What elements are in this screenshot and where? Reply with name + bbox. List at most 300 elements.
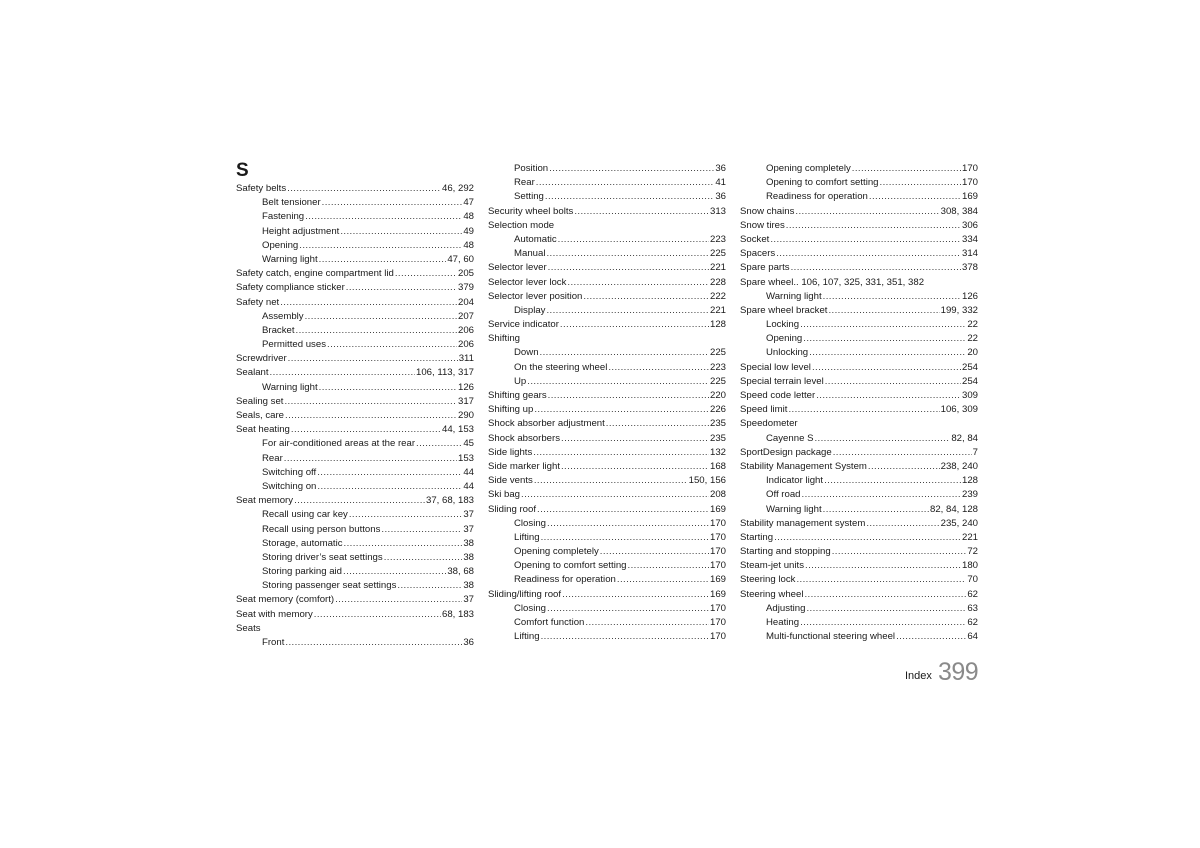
entry-term: Storing passenger seat settings bbox=[262, 580, 397, 592]
leader-dots bbox=[600, 545, 709, 559]
entry-term: Selector lever position bbox=[488, 290, 583, 302]
leader-dots bbox=[296, 324, 457, 338]
entry-term: Lifting bbox=[514, 531, 540, 543]
leader-dots bbox=[319, 381, 457, 395]
index-entry bbox=[740, 375, 978, 389]
leader-dots bbox=[541, 531, 709, 545]
entry-pages: 70 bbox=[967, 574, 978, 586]
entry-pages: 223 bbox=[709, 233, 726, 245]
index-subentry bbox=[236, 310, 474, 324]
entry-pages: 82, 84, 128 bbox=[929, 503, 978, 515]
index-subentry bbox=[236, 636, 474, 650]
entry-term: Opening to comfort setting bbox=[766, 177, 879, 189]
entry-pages: 235 bbox=[709, 418, 726, 430]
entry-term: Locking bbox=[766, 319, 800, 331]
entry-term: Storing parking aid bbox=[262, 566, 342, 578]
entry-pages: 170 bbox=[709, 546, 726, 558]
entry-term: Lifting bbox=[514, 631, 540, 643]
leader-dots bbox=[384, 551, 463, 565]
leader-dots bbox=[868, 460, 940, 474]
index-subentry bbox=[488, 375, 726, 389]
index-entry bbox=[488, 205, 726, 219]
leader-dots bbox=[574, 205, 709, 219]
entry-pages: 378 bbox=[961, 262, 978, 274]
entry-pages: 37 bbox=[463, 523, 474, 535]
leader-dots bbox=[527, 375, 709, 389]
entry-term: Unlocking bbox=[766, 347, 809, 359]
index-entry bbox=[236, 182, 474, 196]
index-subentry bbox=[740, 432, 978, 446]
index-entry bbox=[488, 503, 726, 517]
entry-term: Sealing set bbox=[236, 395, 284, 407]
index-subentry bbox=[488, 233, 726, 247]
entry-term: Warning light bbox=[262, 253, 318, 265]
entry-pages: 226 bbox=[709, 404, 726, 416]
entry-term: Selector lever bbox=[488, 262, 547, 274]
entry-pages: 44, 153 bbox=[441, 424, 474, 436]
entry-pages: 72 bbox=[967, 546, 978, 558]
entry-pages: 290 bbox=[457, 410, 474, 421]
entry-pages: 170 bbox=[961, 163, 978, 174]
leader-dots bbox=[280, 296, 457, 310]
entry-pages: 235 bbox=[709, 432, 726, 444]
index-column-3 bbox=[740, 162, 978, 644]
entry-term: Switching off bbox=[262, 466, 317, 478]
entry-term: Bracket bbox=[262, 324, 295, 336]
index-entry bbox=[236, 366, 474, 380]
index-entry bbox=[740, 517, 978, 531]
entry-term: Steering lock bbox=[740, 574, 796, 586]
index-subentry bbox=[236, 565, 474, 579]
entry-term: Steam-jet units bbox=[740, 560, 804, 572]
leader-dots bbox=[628, 559, 709, 573]
leader-dots bbox=[314, 608, 441, 622]
entry-term: Manual bbox=[514, 248, 546, 260]
leader-dots bbox=[547, 602, 709, 616]
entry-term: Safety belts bbox=[236, 183, 287, 194]
entry-term: Fastening bbox=[262, 211, 305, 223]
entry-term: Speed limit bbox=[740, 404, 788, 416]
index-entry bbox=[236, 423, 474, 437]
entry-term: Speed code letter bbox=[740, 390, 816, 401]
entry-term: Seat memory bbox=[236, 495, 294, 507]
entry-term: Steering wheel bbox=[740, 588, 804, 600]
index-entry bbox=[488, 403, 726, 417]
entry-term: Speedometer bbox=[740, 418, 798, 430]
index-subentry bbox=[236, 210, 474, 224]
entry-term: Switching on bbox=[262, 480, 317, 492]
leader-dots bbox=[416, 437, 462, 451]
entry-term: Heating bbox=[766, 617, 800, 628]
entry-pages: 228 bbox=[709, 276, 726, 288]
entry-pages: 221 bbox=[709, 304, 726, 316]
entry-pages: 235, 240 bbox=[940, 517, 978, 529]
index-subentry bbox=[740, 346, 978, 360]
entry-term: Closing bbox=[514, 602, 546, 614]
entry-pages: 220 bbox=[709, 390, 726, 401]
entry-pages: 44 bbox=[463, 480, 474, 492]
leader-dots bbox=[617, 573, 709, 587]
index-entry bbox=[740, 446, 978, 460]
entry-term: Special low level bbox=[740, 361, 811, 373]
entry-pages: 254 bbox=[961, 375, 978, 387]
leader-dots bbox=[540, 346, 709, 360]
leader-dots bbox=[770, 233, 961, 247]
leader-dots bbox=[832, 545, 967, 559]
leader-dots bbox=[534, 474, 688, 488]
leader-dots bbox=[340, 225, 462, 239]
entry-term: Readiness for operation bbox=[514, 574, 616, 586]
index-subentry bbox=[236, 437, 474, 451]
index-entry bbox=[740, 403, 978, 417]
leader-dots bbox=[880, 176, 961, 190]
leader-dots bbox=[802, 488, 961, 502]
index-entry bbox=[236, 296, 474, 310]
index-subentry bbox=[488, 304, 726, 318]
leader-dots bbox=[546, 247, 709, 261]
entry-term: Opening completely bbox=[514, 546, 599, 558]
entry-pages: 170 bbox=[709, 517, 726, 529]
entry-term: Spare wheel bracket bbox=[740, 304, 828, 316]
index-entry bbox=[236, 593, 474, 607]
entry-term: Setting bbox=[514, 191, 544, 203]
index-entry bbox=[488, 488, 726, 502]
entry-pages: 309 bbox=[961, 390, 978, 401]
entry-term: Snow chains bbox=[740, 205, 795, 217]
entry-pages: 62 bbox=[967, 588, 978, 600]
entry-term: Comfort function bbox=[514, 617, 585, 628]
entry-term: Belt tensioner bbox=[262, 197, 321, 209]
leader-dots bbox=[560, 318, 709, 332]
page-number: 399 bbox=[938, 658, 979, 686]
index-subentry bbox=[488, 573, 726, 587]
entry-pages: 36 bbox=[463, 637, 474, 648]
index-entry bbox=[740, 205, 978, 219]
leader-dots bbox=[791, 261, 961, 275]
entry-pages: 126 bbox=[457, 381, 474, 393]
entry-term: Selector lever lock bbox=[488, 276, 567, 288]
leader-dots bbox=[288, 352, 458, 366]
entry-pages: 170 bbox=[709, 531, 726, 543]
index-subentry bbox=[740, 290, 978, 304]
leader-dots bbox=[343, 565, 446, 579]
index-entry bbox=[740, 531, 978, 545]
leader-dots bbox=[852, 162, 961, 176]
entry-pages: 170 bbox=[709, 602, 726, 614]
leader-dots bbox=[381, 523, 462, 537]
index-entry bbox=[236, 267, 474, 281]
entry-term: Height adjustment bbox=[262, 225, 340, 237]
entry-term: Multi-functional steering wheel bbox=[766, 631, 896, 643]
leader-dots bbox=[776, 247, 961, 261]
entry-pages: 128 bbox=[709, 319, 726, 331]
leader-dots bbox=[548, 389, 709, 403]
entry-term: Closing bbox=[514, 517, 546, 529]
entry-term: Safety compliance sticker bbox=[236, 282, 345, 294]
index-entry bbox=[488, 417, 726, 431]
entry-pages: 22 bbox=[967, 333, 978, 345]
entry-term: Spacers bbox=[740, 248, 776, 260]
leader-dots bbox=[824, 474, 961, 488]
entry-pages: 48 bbox=[463, 239, 474, 251]
leader-dots bbox=[823, 503, 929, 517]
entry-term: Starting bbox=[740, 531, 774, 543]
index-subentry bbox=[236, 452, 474, 466]
leader-dots bbox=[327, 338, 457, 352]
leader-dots bbox=[541, 630, 709, 644]
entry-pages: 169 bbox=[709, 503, 726, 515]
leader-dots bbox=[537, 503, 709, 517]
entry-pages: 225 bbox=[709, 248, 726, 260]
leader-dots bbox=[606, 417, 709, 431]
entry-term: Spare parts bbox=[740, 262, 790, 274]
index-entry bbox=[740, 276, 978, 290]
entry-term: Storing driver’s seat settings bbox=[262, 551, 383, 563]
entry-term: Position bbox=[514, 163, 549, 174]
entry-pages: 238, 240 bbox=[940, 460, 978, 472]
index-entry bbox=[488, 460, 726, 474]
entry-pages: 37 bbox=[463, 509, 474, 521]
leader-dots bbox=[812, 361, 961, 375]
entry-pages: 334 bbox=[961, 233, 978, 245]
entry-term: Shifting gears bbox=[488, 390, 547, 401]
entry-term: Stability Management System bbox=[740, 460, 867, 472]
entry-term: Socket bbox=[740, 233, 770, 245]
leader-dots bbox=[299, 239, 462, 253]
leader-dots bbox=[533, 446, 709, 460]
entry-term: Permitted uses bbox=[262, 339, 326, 351]
index-entry bbox=[740, 417, 978, 431]
index-entry bbox=[740, 261, 978, 275]
entry-term: Display bbox=[514, 304, 546, 316]
entry-term: Rear bbox=[262, 452, 283, 464]
entry-term: Sliding roof bbox=[488, 503, 536, 515]
entry-pages: 317 bbox=[457, 395, 474, 407]
index-subentry bbox=[236, 196, 474, 210]
leader-dots bbox=[335, 593, 462, 607]
leader-dots bbox=[284, 395, 457, 409]
entry-term: Starting and stopping bbox=[740, 546, 831, 558]
entry-term: Safety catch, engine compartment lid bbox=[236, 268, 394, 280]
index-entry bbox=[740, 389, 978, 403]
entry-pages: 22 bbox=[967, 319, 978, 331]
entry-pages: 204 bbox=[457, 296, 474, 308]
entry-pages: 308, 384 bbox=[940, 205, 978, 217]
leader-dots bbox=[317, 466, 462, 480]
entry-term: Seat memory (comfort) bbox=[236, 594, 335, 606]
index-subentry bbox=[236, 324, 474, 338]
entry-pages: 48 bbox=[463, 211, 474, 223]
entry-pages: 45 bbox=[463, 438, 474, 450]
leader-dots bbox=[558, 233, 709, 247]
entry-term: SportDesign package bbox=[740, 446, 832, 458]
entry-pages: 199, 332 bbox=[940, 304, 978, 316]
leader-dots bbox=[545, 190, 714, 204]
entry-pages: 46, 292 bbox=[441, 183, 474, 194]
index-entry bbox=[740, 545, 978, 559]
index-entry bbox=[236, 494, 474, 508]
entry-term: Opening to comfort setting bbox=[514, 560, 627, 572]
entry-term: Seats bbox=[236, 622, 261, 634]
index-entry bbox=[488, 219, 726, 233]
entry-pages: 169 bbox=[709, 588, 726, 600]
entry-pages: 221 bbox=[709, 262, 726, 274]
leader-dots bbox=[346, 281, 457, 295]
index-subentry bbox=[236, 508, 474, 522]
entry-term: Shifting bbox=[488, 333, 520, 345]
entry-term: Automatic bbox=[514, 233, 557, 245]
entry-term: Sliding/lifting roof bbox=[488, 588, 562, 600]
leader-dots bbox=[317, 480, 462, 494]
entry-pages: 206 bbox=[457, 339, 474, 351]
entry-term: Ski bag bbox=[488, 489, 520, 501]
entry-pages: 170 bbox=[961, 177, 978, 189]
leader-dots bbox=[806, 602, 966, 616]
entry-term: Readiness for operation bbox=[766, 191, 868, 203]
leader-dots bbox=[305, 210, 462, 224]
index-subentry bbox=[488, 531, 726, 545]
leader-dots bbox=[287, 182, 441, 196]
entry-pages: 150, 156 bbox=[688, 475, 726, 487]
entry-pages: 62 bbox=[967, 617, 978, 628]
index-subentry bbox=[236, 537, 474, 551]
index-subentry bbox=[740, 162, 978, 176]
entry-pages: 38, 68 bbox=[447, 566, 474, 578]
leader-dots bbox=[322, 196, 463, 210]
index-entry bbox=[740, 219, 978, 233]
entry-pages: 106, 113, 317 bbox=[416, 367, 474, 379]
index-entry bbox=[488, 261, 726, 275]
entry-term: Spare wheel.. 106, 107, 325, 331, 351, 382 bbox=[740, 276, 925, 288]
entry-pages: 207 bbox=[457, 310, 474, 322]
entry-pages: 205 bbox=[457, 268, 474, 280]
index-subentry bbox=[488, 545, 726, 559]
index-column-1 bbox=[236, 182, 474, 650]
entry-term: Opening bbox=[262, 239, 299, 251]
index-subentry bbox=[236, 480, 474, 494]
index-entry bbox=[740, 588, 978, 602]
leader-dots bbox=[305, 310, 457, 324]
entry-pages: 170 bbox=[709, 617, 726, 628]
index-subentry bbox=[740, 630, 978, 644]
entry-term: Security wheel bolts bbox=[488, 205, 574, 217]
entry-pages: 225 bbox=[709, 375, 726, 387]
entry-pages: 20 bbox=[967, 347, 978, 359]
entry-pages: 106, 309 bbox=[940, 404, 978, 416]
index-subentry bbox=[488, 247, 726, 261]
entry-pages: 38 bbox=[463, 551, 474, 563]
entry-pages: 126 bbox=[961, 290, 978, 302]
entry-term: Shifting up bbox=[488, 404, 534, 416]
entry-pages: 379 bbox=[457, 282, 474, 294]
index-subentry bbox=[488, 176, 726, 190]
entry-term: Up bbox=[514, 375, 527, 387]
leader-dots bbox=[796, 573, 966, 587]
leader-dots bbox=[805, 559, 961, 573]
leader-dots bbox=[585, 616, 709, 630]
leader-dots bbox=[270, 366, 415, 380]
leader-dots bbox=[800, 318, 966, 332]
leader-dots bbox=[284, 452, 457, 466]
leader-dots bbox=[795, 205, 939, 219]
leader-dots bbox=[788, 403, 939, 417]
leader-dots bbox=[561, 432, 709, 446]
leader-dots bbox=[546, 304, 709, 318]
entry-term: Seat with memory bbox=[236, 608, 313, 620]
index-subentry bbox=[740, 602, 978, 616]
leader-dots bbox=[804, 588, 966, 602]
leader-dots bbox=[291, 423, 441, 437]
index-subentry bbox=[488, 190, 726, 204]
index-subentry bbox=[740, 190, 978, 204]
index-subentry bbox=[488, 346, 726, 360]
index-subentry bbox=[236, 381, 474, 395]
entry-pages: 313 bbox=[709, 205, 726, 217]
entry-pages: 223 bbox=[709, 361, 726, 373]
leader-dots bbox=[344, 537, 463, 551]
leader-dots bbox=[567, 276, 709, 290]
entry-term: Safety net bbox=[236, 296, 280, 308]
entry-pages: 82, 84 bbox=[951, 432, 978, 444]
index-subentry bbox=[236, 239, 474, 253]
leader-dots bbox=[319, 253, 447, 267]
index-subentry bbox=[236, 466, 474, 480]
leader-dots bbox=[823, 290, 961, 304]
index-subentry bbox=[740, 503, 978, 517]
entry-pages: 206 bbox=[457, 324, 474, 336]
entry-term: Recall using person buttons bbox=[262, 523, 381, 535]
entry-term: Warning light bbox=[766, 503, 822, 515]
leader-dots bbox=[809, 346, 966, 360]
leader-dots bbox=[521, 488, 709, 502]
entry-term: Rear bbox=[514, 177, 535, 189]
entry-pages: 170 bbox=[709, 631, 726, 643]
entry-pages: 225 bbox=[709, 347, 726, 359]
entry-term: Special terrain level bbox=[740, 375, 824, 387]
entry-term: Warning light bbox=[766, 290, 822, 302]
section-letter: S bbox=[236, 160, 249, 181]
index-subentry bbox=[740, 332, 978, 346]
entry-term: For air-conditioned areas at the rear bbox=[262, 438, 416, 450]
index-subentry bbox=[488, 602, 726, 616]
entry-pages: 169 bbox=[961, 191, 978, 203]
index-entry bbox=[740, 361, 978, 375]
leader-dots bbox=[534, 403, 709, 417]
index-subentry bbox=[488, 630, 726, 644]
entry-term: On the steering wheel bbox=[514, 361, 608, 373]
index-subentry bbox=[488, 162, 726, 176]
entry-pages: 239 bbox=[961, 489, 978, 501]
leader-dots bbox=[561, 460, 709, 474]
entry-term: Shock absorber adjustment bbox=[488, 418, 605, 430]
index-subentry bbox=[488, 616, 726, 630]
leader-dots bbox=[285, 409, 457, 423]
leader-dots bbox=[774, 531, 961, 545]
entry-term: Seat heating bbox=[236, 424, 290, 436]
entry-pages: 153 bbox=[457, 452, 474, 464]
leader-dots bbox=[803, 332, 966, 346]
leader-dots bbox=[825, 375, 961, 389]
entry-term: Adjusting bbox=[766, 602, 806, 614]
entry-pages: 41 bbox=[715, 177, 726, 189]
index-entry bbox=[740, 304, 978, 318]
entry-term: Front bbox=[262, 637, 285, 648]
leader-dots bbox=[828, 304, 939, 318]
entry-pages: 38 bbox=[463, 580, 474, 592]
leader-dots bbox=[816, 389, 961, 403]
index-subentry bbox=[236, 551, 474, 565]
entry-term: Service indicator bbox=[488, 319, 559, 331]
